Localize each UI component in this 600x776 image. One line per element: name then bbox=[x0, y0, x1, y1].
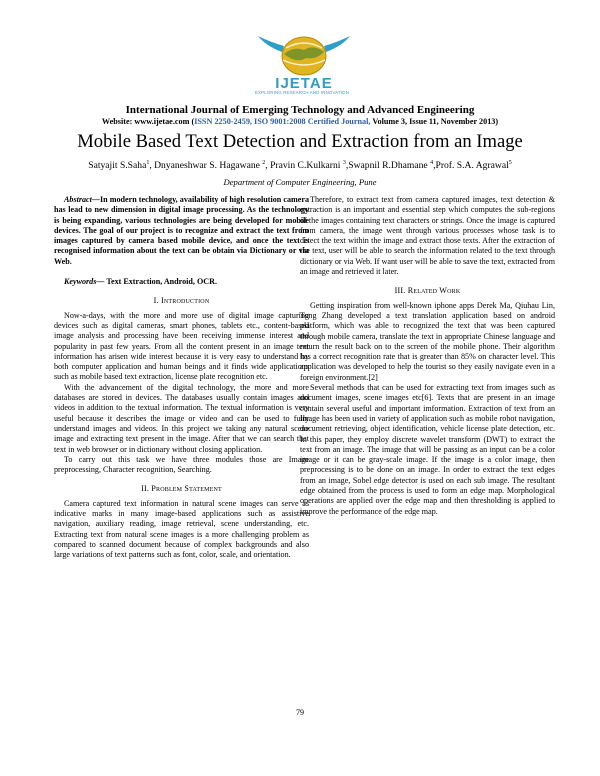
author-affil: 5 bbox=[508, 160, 512, 166]
svg-text:IJETAE: IJETAE bbox=[275, 75, 333, 92]
keywords-text: Text Extraction, Android, OCR. bbox=[104, 277, 217, 287]
globe-icon bbox=[282, 37, 326, 75]
paragraph: To carry out this task we have three modules those are Image preprocessing, Character recognition, Searching. bbox=[54, 454, 309, 475]
section-heading-introduction: I. Introduction bbox=[153, 296, 210, 306]
author-affil: 3 bbox=[342, 160, 346, 166]
website-prefix: Website: www.ijetae.com ( bbox=[101, 117, 195, 126]
author-name: Dnyaneshwar S. Hagawane bbox=[154, 160, 260, 171]
issn-text: ISSN 2250-2459, ISO 9001:2008 Certified Journal, bbox=[194, 117, 371, 126]
journal-website-line bbox=[0, 117, 600, 126]
right-column bbox=[300, 195, 555, 517]
section-heading-related-work: III. Related Work bbox=[394, 286, 461, 296]
paper-title: Mobile Based Text Detection and Extraction from an Image bbox=[77, 131, 523, 152]
page-number: 79 bbox=[296, 708, 304, 717]
left-column bbox=[54, 195, 309, 561]
author-affil: 1 bbox=[146, 160, 150, 166]
journal-logo bbox=[254, 26, 354, 94]
keywords-label: Keywords— bbox=[64, 277, 105, 287]
paragraph: Now-a-days, with the more and more use of digital image capturing devices such as digital cameras, smart phones, tablets etc., content-based image analysis and processing have been receiving immense interest and popularity in past few years. From all the content present in an image text information has arisen wide interest because it is very easy to understand by both computer application and human beings and it finds wide applications such as mobile based text extraction, license plate recognition etc. bbox=[54, 310, 309, 382]
abstract-text: In modern technology, availability of high resolution camera has lead to new dimension in digital image processing. As the technology is being expanding, various technologies are being developed for mobile devices. The goal of our project is to recognize and extract the text from images captured by camera based mobile device, and once the text is recognised information about the text can be obtain via Dictionary or via Web. bbox=[54, 195, 309, 266]
author-affil: 4 bbox=[430, 160, 434, 166]
paragraph: Camera captured text information in natural scene images can serve as indicative marks in many image-based applications such as assistive navigation, auxiliary reading, image retrieval, scene understanding, etc. Extracting text from natural scene images is a more challenging problem as compared to scanned document because of complex backgrounds and also large variations of text patterns such as font, color, scale, and orientation. bbox=[54, 498, 309, 560]
section-heading-problem-statement: II. Problem Statement bbox=[141, 484, 222, 494]
author-name: Swapnil R.Dhamane bbox=[348, 160, 428, 171]
volume-issue-text: Volume 3, Issue 11, November 2013) bbox=[370, 117, 499, 126]
abstract-label: Abstract— bbox=[64, 195, 100, 204]
author-name: Pravin C.Kulkarni bbox=[270, 160, 341, 171]
paragraph: With the advancement of the digital technology, the more and more databases are stored in devices. The databases usually contain images and videos in addition to the textual information. The textual information is very useful because it describes the image or video and can be used to fully understand images and videos. In this project we taking any natural scene image and extracting text present in the image. After that we can search that text in web browser or in dictionary without closing application. bbox=[54, 382, 309, 454]
paragraph: Several methods that can be used for extracting text from images such as document images, scene images etc[6]. Texts that are present in an image contain several useful and important imformation. Extraction of text from an image has been used in variety of application such as mobile robot navigation, document retrieving, object identification, vehicle license plate detection, etc. In this paper, they employ discrete wavelet transform (DWT) to extract the text from an image. The image that will be passing as an input can be a color image or it can be gray-scale image. If the image is a color image, then preprocessing is to be done on an image. In order to extract the text edges from an image, Sobel edge detector is used on each sub image. The resultant edge obtained from the process is used to form an edge map. Morphological operations are applied over the edge map and then thresholding is applied to improve the performance of the edge map. bbox=[300, 383, 555, 516]
author-affil: 2 bbox=[262, 160, 266, 166]
abstract bbox=[54, 195, 309, 267]
author-list: Satyajit S.Saha$^1$, Dnyaneshwar S. Hagawane $^2$, Pravin C.Kulkarni $^3$,Swapnil R.Dhamane $^4$,Prof. S.A. Agrawal$^5$ bbox=[88, 160, 512, 171]
keywords bbox=[54, 277, 309, 287]
author-name: Prof. S.A. Agrawal bbox=[435, 160, 509, 171]
journal-name: International Journal of Emerging Technology and Advanced Engineering bbox=[125, 104, 475, 116]
paragraph: Therefore, to extract text from camera captured images, text detection & extraction is an important and essential step which computes the sub-regions of the images containing text characters or strings. Once the image is captured from camera, the image went through various processes whose task is to detect the text within the image and extract those texts. After the extraction of the text, user will be able to search the information related to the text through dictionary or via Web. If want user will be able to save the text, extracted from an image and retrieved it later. bbox=[300, 195, 555, 277]
logo-tagline: EXPLORING RESEARCH AND INNOVATION bbox=[254, 90, 350, 95]
author-name: Satyajit S.Saha bbox=[88, 160, 147, 171]
department: Department of Computer Engineering, Pune bbox=[223, 177, 377, 187]
paragraph: Getting inspiration from well-known iphone apps Derek Ma, Qiuhau Lin, Tong Zhang developed a text translation application based on android platform, which was able to recognized the text that was been captured through mobile camera, translate the text in appropriate Chinese language and return the result back on to the screen of the mobile phone. Their algorithm has a correct recognition rate that is greater than 85% on character level. This application was developed to help the tourist so they easily navigate even in a foreign environment.[2] bbox=[300, 300, 555, 382]
